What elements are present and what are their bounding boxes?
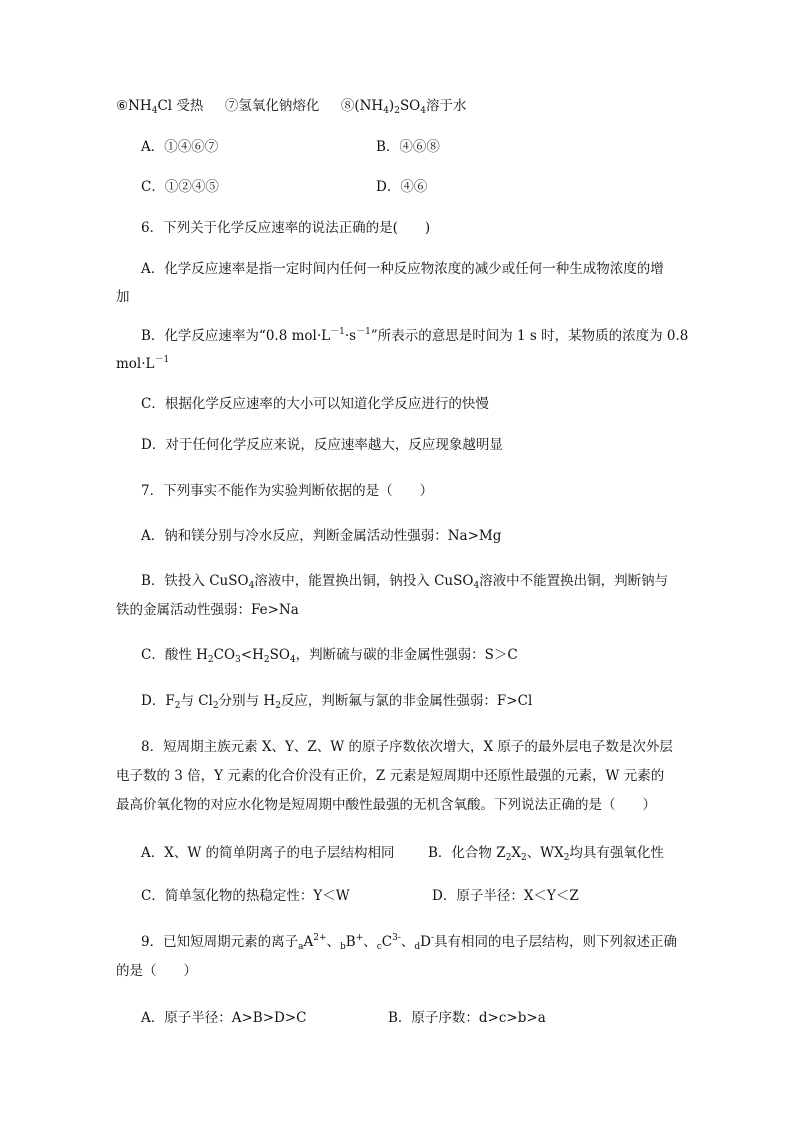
q9-option-b: B．原子序数：d>c>b>a xyxy=(388,1010,546,1026)
q7-option-a: A．钠和镁分别与冷水反应，判断金属活动性强弱：Na>Mg xyxy=(141,528,502,544)
q8-option-c: C．简单氢化物的热稳定性：Y＜W xyxy=(141,888,350,904)
q6-stem: 6．下列关于化学反应速率的说法正确的是( ) xyxy=(141,220,431,236)
q5-option-d: D．④⑥ xyxy=(376,179,428,195)
q5-option-a: A．①④⑥⑦ xyxy=(141,139,219,155)
q9-stem-line2: 的是（ ） xyxy=(116,963,197,979)
q8-stem-line1: 8．短周期主族元素 X、Y、Z、W 的原子序数依次增大，X 原子的最外层电子数是次外层 xyxy=(141,739,673,755)
q9-option-a: A．原子半径：A>B>D>C xyxy=(141,1010,307,1026)
q6-option-a-line1: A．化学反应速率是指一定时间内任何一种反应物浓度的减少或任何一种生成物浓度的增 xyxy=(141,261,664,277)
q9-stem-line1: 9．已知短周期元素的离子$_aA^{2+}$、$_b$B+、$_cC^{3-}$、$_d$D-具有相同的电子层结构，则下列叙述正确 xyxy=(141,933,678,952)
q7-option-b-line2: 铁的金属活动性强弱：Fe>Na xyxy=(116,602,299,618)
q8-stem-line2: 电子数的 3 倍，Y 元素的化合价没有正价，Z 元素是短周期中还原性最强的元素，W 元素的 xyxy=(116,768,665,784)
q6-option-a-line2: 加 xyxy=(116,289,130,305)
q6-option-c: C．根据化学反应速率的大小可以知道化学反应进行的快慢 xyxy=(141,396,489,412)
q6-option-b-line1: B．化学反应速率为“0.8 $mol\cdot L^{-1}\cdot s^{-1}$”所表示的意思是时间为 1 s 时，某物质的浓度为 0.8 xyxy=(141,327,689,344)
item-8: $⑧(NH_4)_2SO_4$溶于水 xyxy=(340,98,467,116)
q8-option-a: A．X、W 的简单阴离子的电子层结构相同 xyxy=(141,845,395,861)
q7-stem: 7．下列事实不能作为实验判断依据的是（ ） xyxy=(141,483,434,499)
item-7: ⑦氢氧化钠熔化 xyxy=(224,98,320,114)
q5-option-b: B．④⑥⑧ xyxy=(376,139,440,155)
q8-option-d: D．原子半径：X＜Y＜Z xyxy=(432,888,579,904)
q6-option-b-line2: $mol\cdot L^{-1}$ xyxy=(116,355,170,372)
q5-items-line xyxy=(116,96,467,116)
q5-option-c: C．①②④⑤ xyxy=(141,179,219,195)
q7-option-c: C．酸性 $H_2CO_3<H_2SO_4$，判断硫与碳的非金属性强弱：S＞C xyxy=(141,647,518,665)
q7-option-d: D．$F_2$与 $Cl_2$分别与 $H_2$反应，判断氟与氯的非金属性强弱：F>Cl xyxy=(141,693,533,711)
item-6: $⑥NH_4Cl$ 受热 xyxy=(116,98,204,116)
q7-option-b-line1: B．铁投入 CuSO$_4$溶液中，能置换出铜，钠投入 CuSO$_4$溶液中不能置换出铜，判断钠与 xyxy=(141,573,669,591)
q8-stem-line3: 最高价氧化物的对应水化物是短周期中酸性最强的无机含氧酸。下列说法正确的是（ ） xyxy=(116,797,656,813)
q6-option-d: D．对于任何化学反应来说，反应速率越大，反应现象越明显 xyxy=(141,437,503,453)
q8-option-b: B．化合物 $Z_2X_2$、$WX_2$均具有强氧化性 xyxy=(428,845,664,863)
